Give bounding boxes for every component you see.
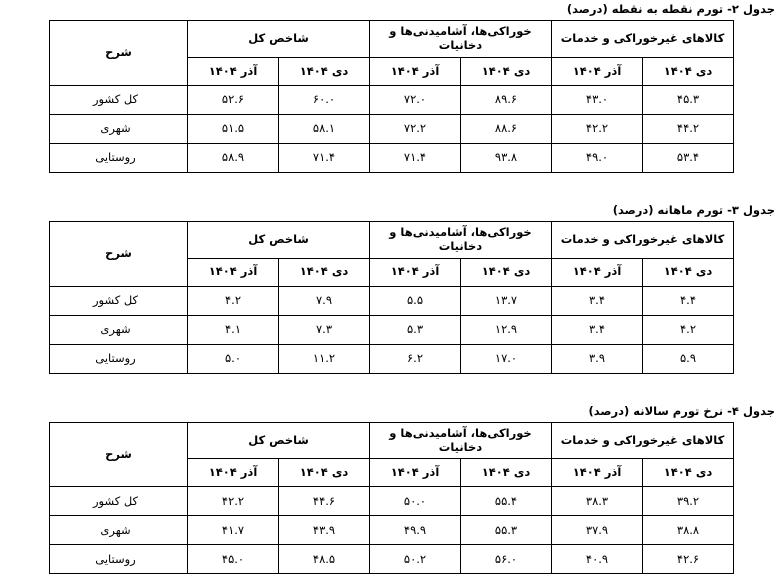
- data-table-1: [49, 20, 734, 173]
- cell-value: ۹۳.۸: [461, 143, 552, 172]
- cell-value: ۴۳.۰: [552, 85, 643, 114]
- cell-value: ۴۲.۲: [188, 487, 279, 516]
- group-header-row: [50, 221, 734, 258]
- cell-value: ۵۸.۱: [279, 114, 370, 143]
- cell-value: ۵۵.۳: [461, 516, 552, 545]
- sub-header-4: دی ۱۴۰۴: [279, 258, 370, 286]
- group-header-nonfood: کالاهای غیرخوراکی و خدمات: [552, 422, 734, 459]
- cell-value: ۶.۲: [370, 344, 461, 373]
- cell-value: ۸۸.۶: [461, 114, 552, 143]
- table-header-2: [50, 221, 734, 286]
- cell-value: ۳.۴: [552, 315, 643, 344]
- cell-value: ۵.۵: [370, 286, 461, 315]
- cell-value: ۴۵.۳: [643, 85, 734, 114]
- cell-value: ۵۳.۴: [643, 143, 734, 172]
- cell-value: ۵۸.۹: [188, 143, 279, 172]
- sub-header-4: دی ۱۴۰۴: [279, 57, 370, 85]
- row-label: روستایی: [50, 545, 188, 574]
- cell-value: ۴۹.۹: [370, 516, 461, 545]
- row-label: روستایی: [50, 143, 188, 172]
- table-row: [50, 143, 734, 172]
- cell-value: ۵.۳: [370, 315, 461, 344]
- cell-value: ۳۹.۲: [643, 487, 734, 516]
- cell-value: ۱۷.۰: [461, 344, 552, 373]
- sub-header-4: دی ۱۴۰۴: [279, 459, 370, 487]
- table-header-1: [50, 21, 734, 86]
- group-header-food: خوراکی‌ها، آشامیدنی‌ها و دخانیات: [370, 21, 552, 58]
- table-body-1: [50, 85, 734, 172]
- row-label: شهری: [50, 315, 188, 344]
- cell-value: ۸۹.۶: [461, 85, 552, 114]
- sub-header-2: دی ۱۴۰۴: [461, 258, 552, 286]
- group-header-description: شرح: [50, 221, 188, 286]
- table-header-3: [50, 422, 734, 487]
- group-header-total: شاخص کل: [188, 21, 370, 58]
- sub-header-0: دی ۱۴۰۴: [643, 459, 734, 487]
- sub-header-5: آذر ۱۴۰۴: [188, 57, 279, 85]
- sub-header-1: آذر ۱۴۰۴: [552, 258, 643, 286]
- cell-value: ۷۲.۲: [370, 114, 461, 143]
- cell-value: ۴۸.۵: [279, 545, 370, 574]
- table-row: [50, 114, 734, 143]
- cell-value: ۵.۹: [643, 344, 734, 373]
- cell-value: ۷۱.۴: [279, 143, 370, 172]
- sub-header-2: دی ۱۴۰۴: [461, 57, 552, 85]
- row-label: کل کشور: [50, 286, 188, 315]
- table-row: [50, 315, 734, 344]
- table-block-2: [0, 203, 783, 374]
- table-block-3: [0, 404, 783, 575]
- row-label: شهری: [50, 516, 188, 545]
- cell-value: ۱۱.۲: [279, 344, 370, 373]
- spacer: [0, 374, 783, 404]
- data-table-2: [49, 221, 734, 374]
- sub-header-1: آذر ۱۴۰۴: [552, 459, 643, 487]
- table-caption-1: جدول ۲- تورم نقطه به نقطه (درصد): [566, 2, 775, 16]
- table-row: [50, 516, 734, 545]
- cell-value: ۴.۲: [643, 315, 734, 344]
- table-body-3: [50, 487, 734, 574]
- cell-value: ۵۰.۰: [370, 487, 461, 516]
- cell-value: ۷۲.۰: [370, 85, 461, 114]
- table-body-2: [50, 286, 734, 373]
- row-label: روستایی: [50, 344, 188, 373]
- row-label: کل کشور: [50, 487, 188, 516]
- group-header-description: شرح: [50, 422, 188, 487]
- table-block-1: [0, 0, 783, 173]
- cell-value: ۵۲.۶: [188, 85, 279, 114]
- cell-value: ۳۸.۸: [643, 516, 734, 545]
- cell-value: ۷۱.۴: [370, 143, 461, 172]
- cell-value: ۳۷.۹: [552, 516, 643, 545]
- cell-value: ۴۴.۲: [643, 114, 734, 143]
- table-row: [50, 85, 734, 114]
- cell-value: ۴۲.۲: [552, 114, 643, 143]
- cell-value: ۴۰.۹: [552, 545, 643, 574]
- data-table-3: [49, 422, 734, 575]
- cell-value: ۵۵.۴: [461, 487, 552, 516]
- group-header-food: خوراکی‌ها، آشامیدنی‌ها و دخانیات: [370, 221, 552, 258]
- cell-value: ۳.۴: [552, 286, 643, 315]
- sub-header-0: دی ۱۴۰۴: [643, 57, 734, 85]
- cell-value: ۴۵.۰: [188, 545, 279, 574]
- cell-value: ۷.۹: [279, 286, 370, 315]
- sub-header-1: آذر ۱۴۰۴: [552, 57, 643, 85]
- cell-value: ۵۰.۲: [370, 545, 461, 574]
- cell-value: ۶۰.۰: [279, 85, 370, 114]
- group-header-food: خوراکی‌ها، آشامیدنی‌ها و دخانیات: [370, 422, 552, 459]
- spacer: [0, 173, 783, 203]
- table-row: [50, 344, 734, 373]
- cell-value: ۱۲.۹: [461, 315, 552, 344]
- cell-value: ۵.۰: [188, 344, 279, 373]
- cell-value: ۴.۲: [188, 286, 279, 315]
- group-header-total: شاخص کل: [188, 221, 370, 258]
- cell-value: ۴۲.۶: [643, 545, 734, 574]
- cell-value: ۴.۱: [188, 315, 279, 344]
- sub-header-2: دی ۱۴۰۴: [461, 459, 552, 487]
- cell-value: ۴۳.۹: [279, 516, 370, 545]
- sub-header-3: آذر ۱۴۰۴: [370, 258, 461, 286]
- table-caption-3: جدول ۴- نرخ تورم سالانه (درصد): [588, 403, 775, 418]
- row-label: شهری: [50, 114, 188, 143]
- cell-value: ۴۴.۶: [279, 487, 370, 516]
- sub-header-3: آذر ۱۴۰۴: [370, 459, 461, 487]
- group-header-row: [50, 21, 734, 58]
- cell-value: ۵۱.۵: [188, 114, 279, 143]
- cell-value: ۷.۳: [279, 315, 370, 344]
- group-header-total: شاخص کل: [188, 422, 370, 459]
- table-row: [50, 545, 734, 574]
- table-row: [50, 487, 734, 516]
- cell-value: ۴۹.۰: [552, 143, 643, 172]
- sub-header-5: آذر ۱۴۰۴: [188, 258, 279, 286]
- cell-value: ۴۱.۷: [188, 516, 279, 545]
- cell-value: ۵۶.۰: [461, 545, 552, 574]
- group-header-row: [50, 422, 734, 459]
- table-caption-2: جدول ۳- تورم ماهانه (درصد): [612, 202, 775, 217]
- cell-value: ۳.۹: [552, 344, 643, 373]
- group-header-description: شرح: [50, 21, 188, 86]
- group-header-nonfood: کالاهای غیرخوراکی و خدمات: [552, 221, 734, 258]
- cell-value: ۴.۴: [643, 286, 734, 315]
- cell-value: ۱۳.۷: [461, 286, 552, 315]
- row-label: کل کشور: [50, 85, 188, 114]
- sub-header-0: دی ۱۴۰۴: [643, 258, 734, 286]
- sub-header-5: آذر ۱۴۰۴: [188, 459, 279, 487]
- cell-value: ۳۸.۳: [552, 487, 643, 516]
- table-row: [50, 286, 734, 315]
- group-header-nonfood: کالاهای غیرخوراکی و خدمات: [552, 21, 734, 58]
- sub-header-3: آذر ۱۴۰۴: [370, 57, 461, 85]
